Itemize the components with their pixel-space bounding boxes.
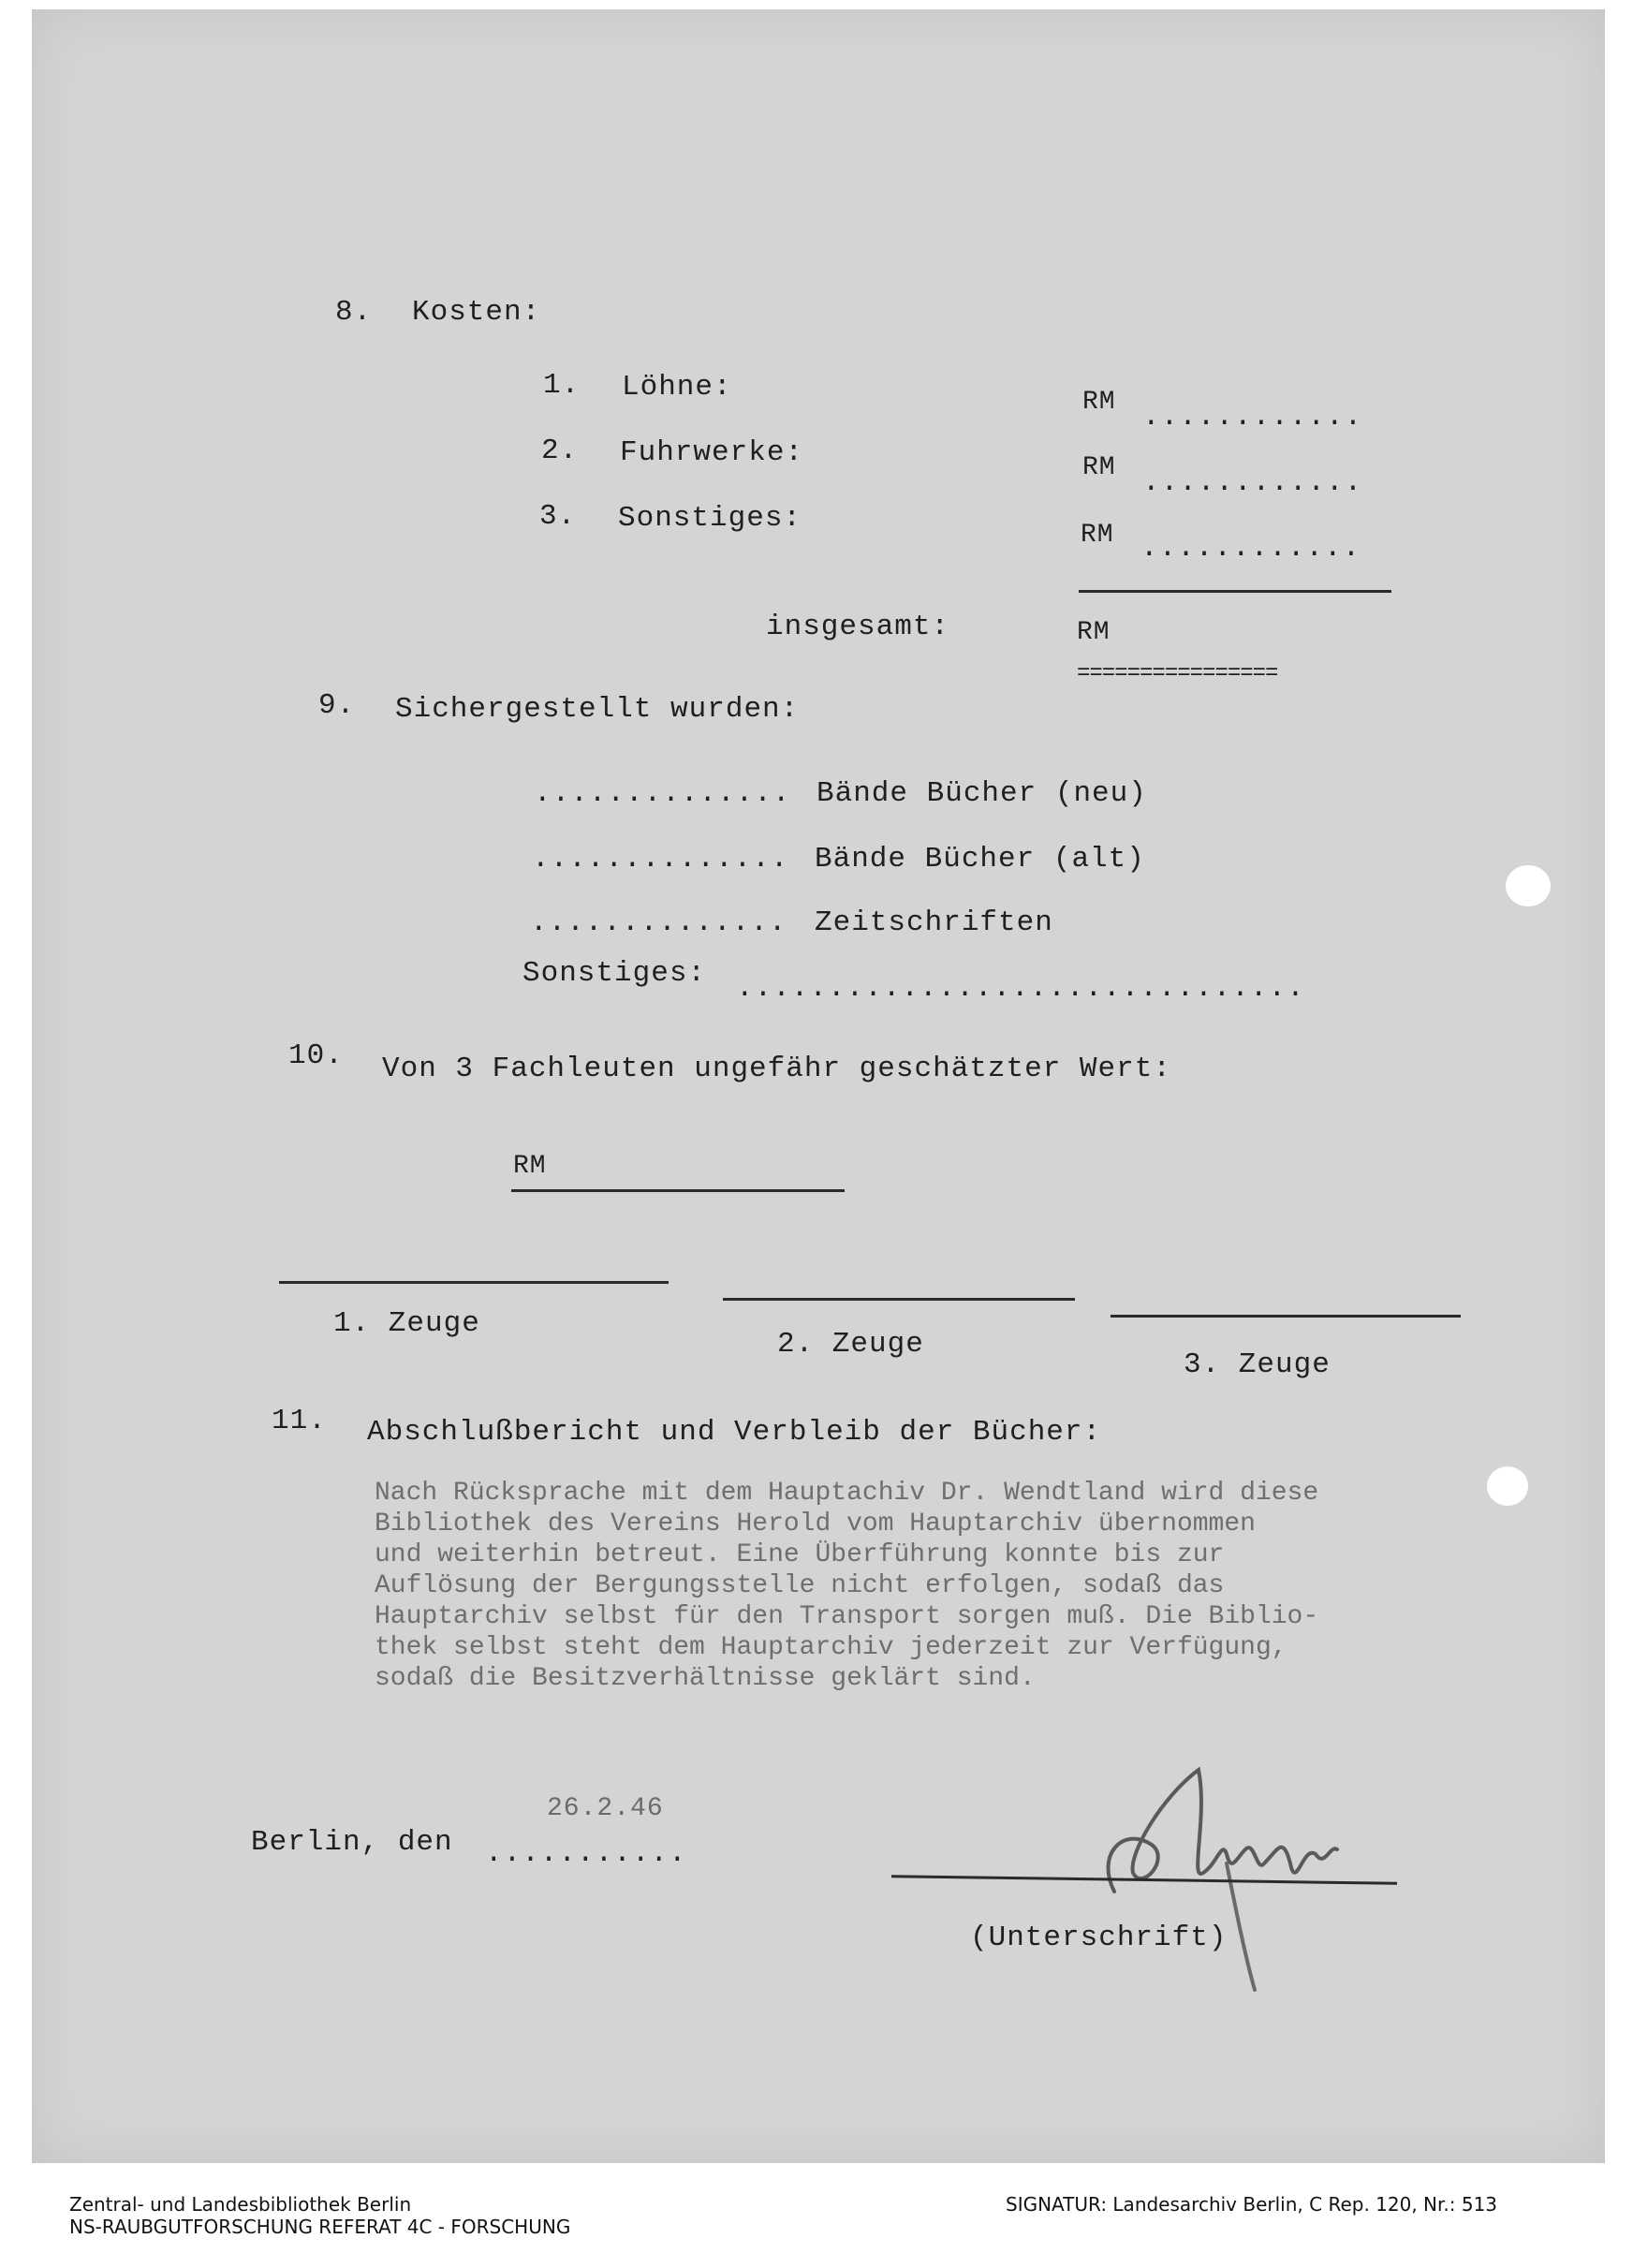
secured-item-dots: .............. (530, 906, 787, 939)
witness-3-label: 3. Zeuge (1184, 1348, 1331, 1381)
final-report-text: Nach Rücksprache mit dem Hauptachiv Dr. Wendtland wird diese Bibliothek des Vereins Herold vom Hauptarchiv übernommen und weiterhin betreut. Eine Überführung konnte bis zur Auflösung der Bergungsstelle nicht erfolgen, sodaß das Hauptarchiv selbst für den Transport sorgen muß. Die Biblio- thek selbst steht dem Hauptarchiv jederzeit zur Verfügung, sodaß die Besitzverhältnisse geklärt sind. (375, 1479, 1319, 1693)
witness-3-line (1111, 1315, 1461, 1318)
secured-item-label: Bände Bücher (neu) (816, 777, 1147, 810)
section8-title: Kosten: (412, 296, 541, 329)
closing-date-dots: ........... (485, 1837, 687, 1870)
subtotal-rule (1079, 590, 1391, 593)
total-label: insgesamt: (766, 611, 950, 643)
secured-item-dots: .............. (532, 843, 789, 876)
section8-number: 8. (335, 296, 373, 329)
cost-item-dots: ............ (1142, 401, 1363, 434)
footer-institution: Zentral- und Landesbibliothek Berlin (69, 2193, 412, 2216)
section10-number: 10. (288, 1039, 344, 1072)
value-rule (511, 1189, 845, 1192)
section11-title: Abschlußbericht und Verbleib der Bücher: (367, 1416, 1102, 1449)
witness-1-line (279, 1281, 669, 1284)
cost-item-label: Fuhrwerke: (620, 436, 804, 469)
cost-item-num: 1. (543, 369, 581, 402)
secured-item-dots: .............. (534, 777, 791, 810)
cost-item-dots: ............ (1142, 466, 1363, 499)
secured-other-label: Sonstiges: (522, 957, 707, 990)
secured-other-dots: ............................... (736, 972, 1305, 1005)
footer-signature-ref: SIGNATUR: Landesarchiv Berlin, C Rep. 120, Nr.: 513 (1006, 2193, 1498, 2216)
witness-2-label: 2. Zeuge (777, 1328, 924, 1361)
cost-item-num: 3. (539, 500, 577, 533)
witness-2-line (723, 1298, 1075, 1301)
cost-item-currency: RM (1082, 388, 1116, 417)
closing-place: Berlin, den (251, 1826, 453, 1859)
secured-item-label: Bände Bücher (alt) (815, 843, 1145, 876)
punch-hole-upper (1506, 865, 1551, 906)
cost-item-num: 2. (541, 434, 579, 467)
section9-title: Sichergestellt wurden: (395, 693, 800, 726)
section10-title: Von 3 Fachleuten ungefähr geschätzter Wert: (382, 1053, 1171, 1085)
signature-label: (Unterschrift) (970, 1922, 1228, 1954)
cost-item-dots: ............ (1140, 532, 1361, 565)
closing-date: 26.2.46 (547, 1794, 664, 1823)
total-double-rule: ================ (1077, 661, 1278, 686)
witness-1-label: 1. Zeuge (333, 1307, 480, 1340)
footer-department: NS-RAUBGUTFORSCHUNG REFERAT 4C - FORSCHUNG (69, 2216, 571, 2238)
value-currency: RM (513, 1152, 547, 1181)
cost-item-currency: RM (1081, 521, 1114, 550)
section11-number: 11. (272, 1405, 327, 1437)
total-currency: RM (1077, 618, 1111, 647)
cost-item-currency: RM (1082, 453, 1116, 482)
cost-item-label: Löhne: (622, 371, 732, 404)
cost-item-label: Sonstiges: (618, 502, 802, 535)
secured-item-label: Zeitschriften (815, 906, 1053, 939)
section9-number: 9. (318, 689, 356, 722)
